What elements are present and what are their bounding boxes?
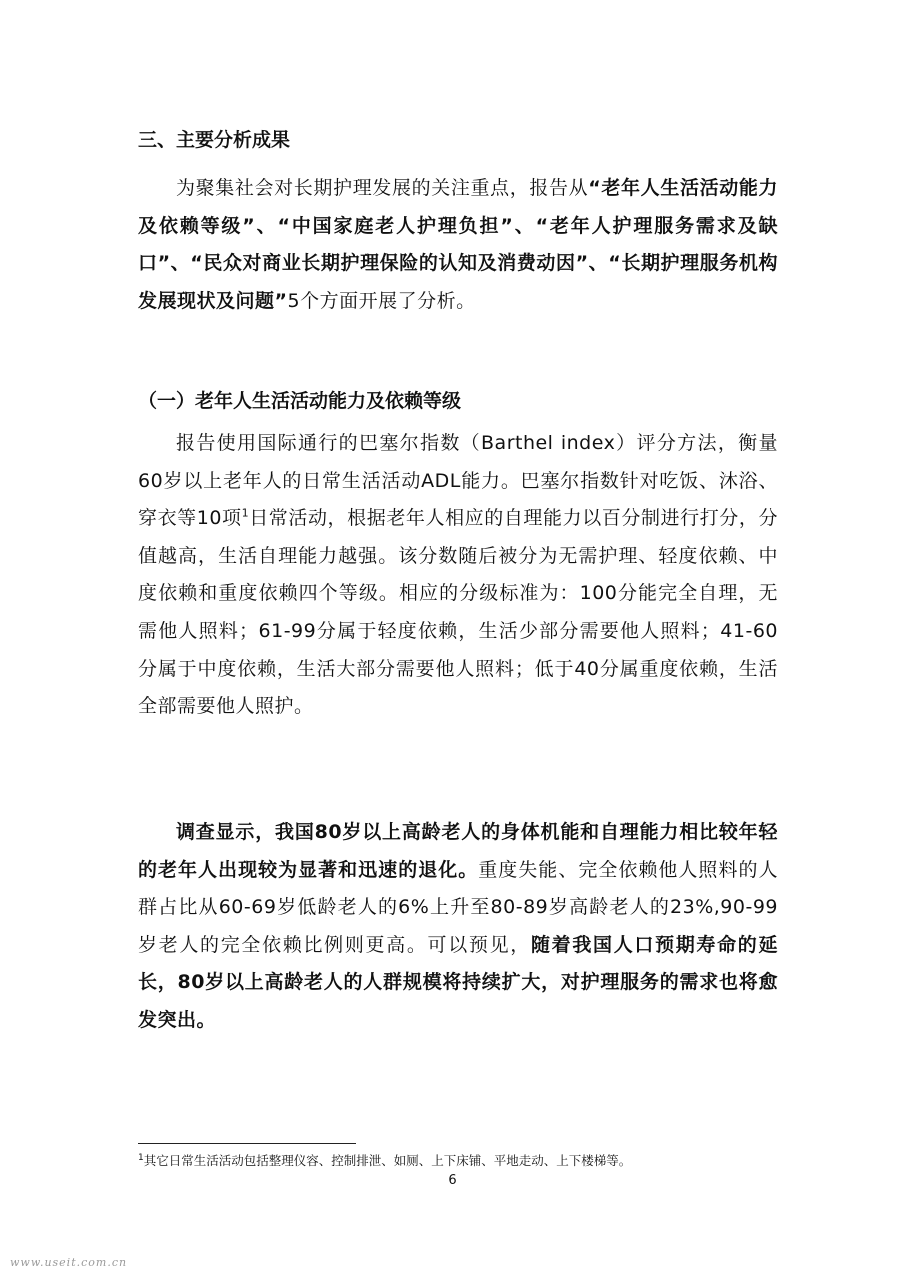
barthel-text-end: 日常活动，根据老年人相应的自理能力以百分制进行打分，分值越高，生活自理能力越强。该分数随后被分为无需护理、轻度依赖、中度依赖和重度依赖四个等级。相应的分级标准为：100分能完全自理，无需他人照料；61-99分属于轻度依赖，生活少部分需要他人照料；41-60分属于中度依赖，生活大部分需要他人照料；低于40分属重度依赖，生活全部需要他人照护。	[138, 507, 778, 718]
footnote-divider	[138, 1143, 356, 1144]
barthel-paragraph	[138, 425, 778, 726]
watermark: www.useit.com.cn	[10, 1256, 128, 1269]
barthel-text-start: 报告使用国际通行的巴塞尔指数（Barthel index）评分方法，衡量60岁以上老年人的日常生活活动ADL能力。巴塞尔指数针对吃饭、沐浴、穿衣等10项	[138, 432, 778, 530]
footnote-mark: 1	[138, 1152, 144, 1163]
page-number: 6	[448, 1173, 457, 1188]
footnote-text: 其它日常生活活动包括整理仪容、控制排泄、如厕、上下床铺、平地走动、上下楼梯等。	[143, 1153, 632, 1168]
intro-topics-text: “老年人生活活动能力及依赖等级”、“中国家庭老人护理负担”、“老年人护理服务需求及缺口”、“民众对商业长期护理保险的认知及消费动因”、“长期护理服务机构发展现状及问题”	[138, 177, 778, 312]
subsection-heading: （一）老年人生活活动能力及依赖等级	[138, 390, 462, 412]
footnote	[138, 1152, 631, 1170]
survey-bold-conclusion: 随着我国人口预期寿命的延长，80岁以上高龄老人的人群规模将持续扩大，对护理服务的需求也将愈发突出。	[138, 933, 778, 1031]
survey-bold-lead: 调查显示，我国80岁以上高龄老人的身体机能和自理能力相比较年轻的老年人出现较为显著和迅速的退化。	[138, 821, 778, 881]
intro-tail-text: 5个方面开展了分析。	[287, 289, 476, 312]
intro-paragraph	[138, 170, 778, 320]
survey-middle-text: 重度失能、完全依赖他人照料的人群占比从60-69岁低龄老人的6%上升至80-89岁高龄老人的23%,90-99岁老人的完全依赖比例则更高。可以预见，	[138, 858, 778, 956]
section-heading: 三、主要分析成果	[138, 129, 291, 151]
survey-paragraph	[138, 814, 778, 1040]
footnote-reference: 1	[241, 506, 250, 520]
intro-lead-text: 为聚集社会对长期护理发展的关注重点，报告从	[176, 177, 589, 199]
